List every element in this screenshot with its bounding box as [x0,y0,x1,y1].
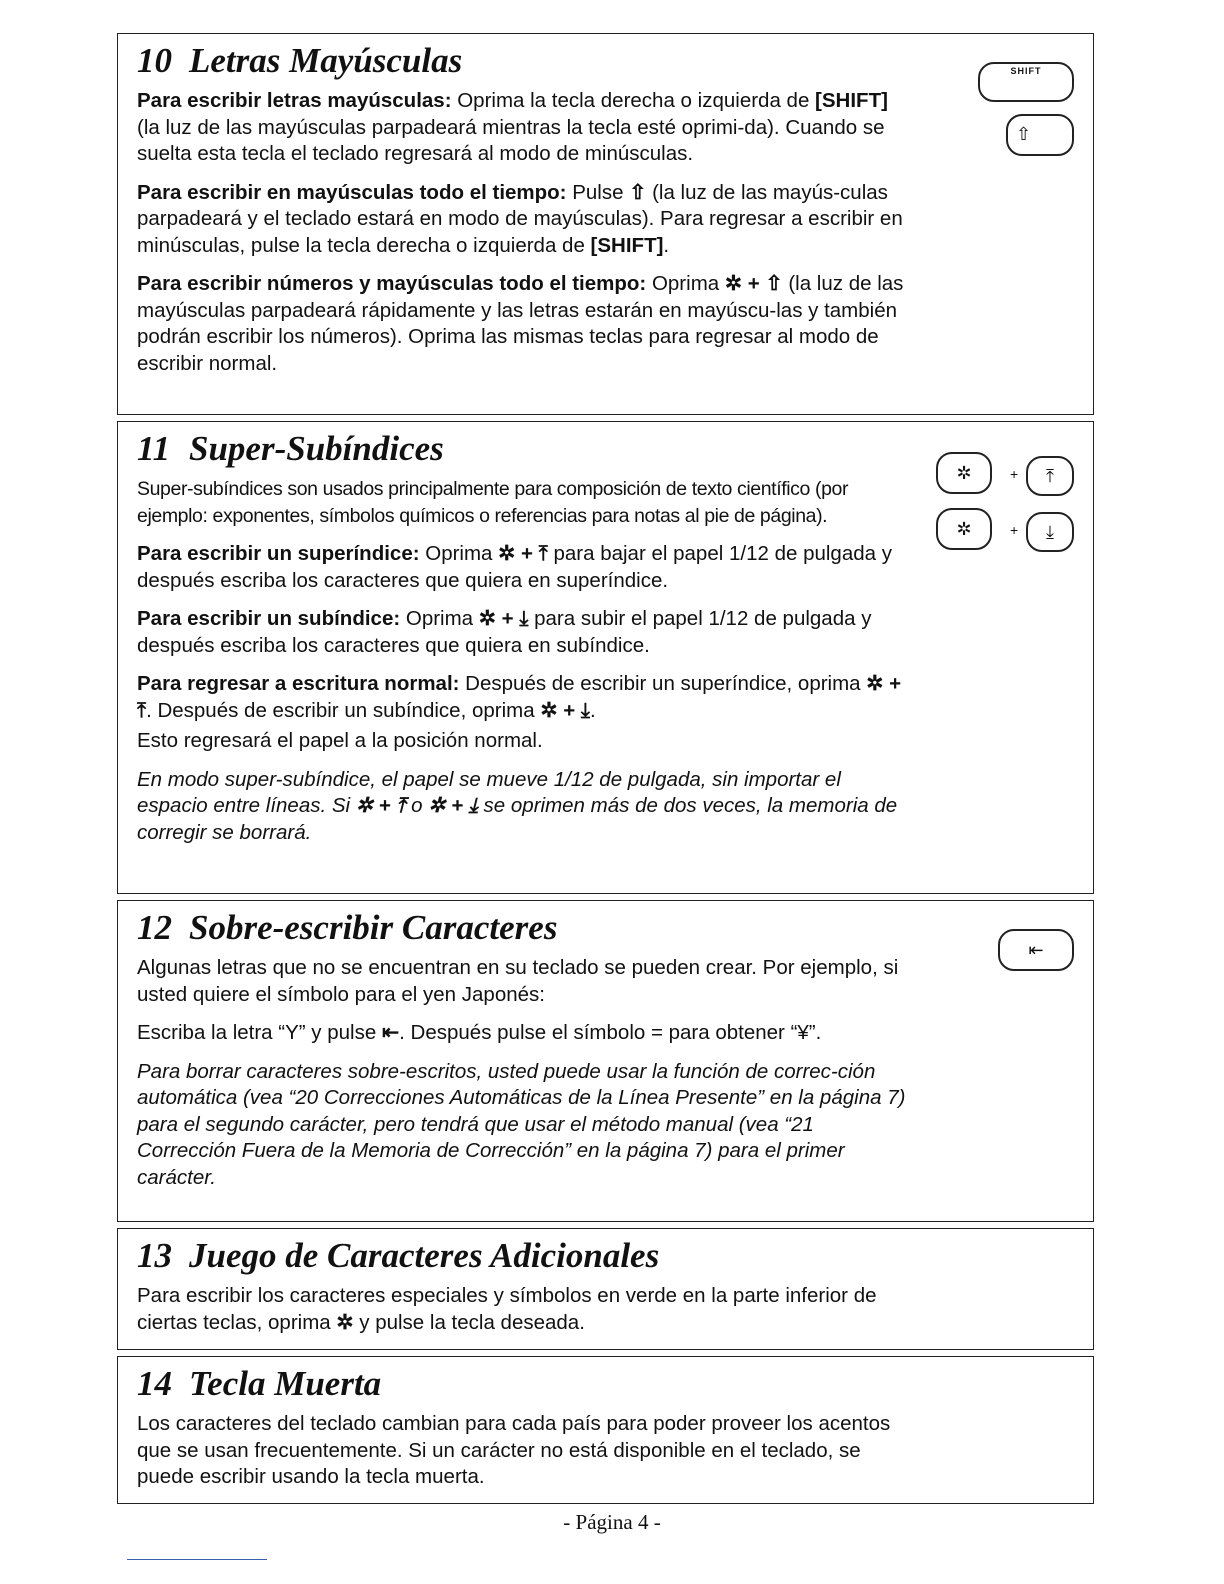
shift-key-label: SHIFT [1010,66,1042,76]
section-10-title: 10 Letras Mayúsculas [137,41,463,80]
section-11-note: En modo super-subíndice, el papel se mueve 1/12 de pulgada, sin importar el espacio entre líneas. Si ✲ + ⤒ o ✲ + ⤓ se oprimen más de dos veces, la memoria de corregir se borrará. [137,767,898,844]
backspace-icon: ⇤ [381,1021,400,1044]
section-12 [117,900,1094,1222]
page-number: - Página 4 - [563,1510,661,1534]
code-key-icon: ✲ [336,1310,354,1334]
section-10-para-3: Para escribir números y mayúsculas todo el tiempo: Oprima ✲ + ⇧ (la luz de las mayúsculas parpadeará rápidamente y las letras estarán en mayúscu-las y también podrán escribir los números). Oprima las mismas teclas para regresar al modo de escribir normal. [137,272,904,375]
section-11-para-4: Para regresar a escritura normal: Después de escribir un superíndice, oprima ✲ + ⤒. Después de escribir un subíndice, oprima ✲ + ⤓. [137,671,907,724]
section-11-para-3: Para escribir un subíndice: Oprima ✲ + ⤓ para subir el papel 1/12 de pulgada y después escriba los caracteres que quiera en subíndice. [137,607,872,657]
subscript-icon: ⤓ [580,698,590,722]
section-10-key-illustrations [978,62,1078,192]
code-key-icon: ✲ [478,607,496,630]
section-11-title: 11 Super-Subíndices [137,429,444,468]
code-key-icon: ✲ [428,794,446,817]
section-14-title: 14 Tecla Muerta [137,1364,382,1403]
lock-icon: ⇧ [1016,124,1032,144]
lock-icon: ⇧ [765,272,783,295]
section-12-title: 12 Sobre-escribir Caracteres [137,908,558,947]
plus-sign: + [1010,466,1019,482]
section-10-para-1: Para escribir letras mayúsculas: Oprima la tecla derecha o izquierda de [SHIFT] (la luz de las mayúsculas parpadeará mientras la tecla esté oprimi-da). Cuando se suelta esta tecla el teclado regresará al modo de minúsculas. [137,89,888,165]
shift-lock-key-illustration [1006,114,1074,156]
section-11-para-1: Super-subíndices son usados principalmente para composición de texto científico (por ejemplo: exponentes, símbolos químicos o referencias para notas al pie de página). [137,478,849,527]
section-11-para-2: Para escribir un superíndice: Oprima ✲ + ⤒ para bajar el papel 1/12 de pulgada y después escriba los caracteres que quiera en superíndice. [137,542,892,592]
backspace-icon: ⇤ [1028,939,1044,960]
subscript-icon: ⤓ [1046,521,1054,542]
section-13-title: 13 Juego de Caracteres Adicionales [137,1236,660,1275]
section-14-content [137,1363,907,1503]
subscript-key-illustration [1026,512,1074,552]
section-10 [117,33,1094,415]
section-12-para-1: Algunas letras que no se encuentran en su teclado se pueden crear. Por ejemplo, si usted quiere el símbolo para el yen Japonés: [137,956,899,1006]
section-14-para-1: Los caracteres del teclado cambian para cada país para poder proveer los acentos que se usan frecuentemente. Si un carácter no está disponible en el teclado, se puede escribir usando la tecla muerta. [137,1412,891,1488]
code-key-icon: ✲ [540,698,558,722]
superscript-icon: ⤒ [137,698,147,722]
subscript-icon: ⤓ [519,607,529,630]
section-10-content [137,40,907,389]
section-13-content [137,1235,907,1348]
bottom-rule [127,1559,267,1560]
section-14 [117,1356,1094,1504]
section-11 [117,421,1094,894]
section-13-para-1: Para escribir los caracteres especiales y símbolos en verde en la parte inferior de ciertas teclas, oprima ✲ y pulse la tecla deseada. [137,1283,907,1336]
plus-sign: + [1010,522,1019,538]
section-11-key-illustrations [936,452,1076,562]
section-11-para-4b: Esto regresará el papel a la posición normal. [137,729,543,752]
superscript-icon: ⤒ [538,542,548,565]
code-key-icon: ✲ [724,272,743,295]
section-10-para-2: Para escribir en mayúsculas todo el tiempo: Pulse ⇧ (la luz de las mayús-culas parpadeará y el teclado estará en modo de mayúsculas). Para regresar a escribir en minúsculas, pulse la tecla derecha o izquierda de [SHIFT]. [137,180,903,257]
section-12-key-illustrations [998,929,1078,973]
code-key-illustration [936,452,992,494]
shift-key-illustration [978,62,1074,102]
section-12-content [137,907,907,1203]
code-key-icon: ✲ [355,794,373,817]
subscript-icon: ⤓ [468,794,478,817]
superscript-key-illustration [1026,456,1074,496]
section-12-para-2: Escriba la letra “Y” y pulse ⇤. Después pulse el símbolo = para obtener “¥”. [137,1020,907,1047]
superscript-icon: ⤒ [1046,465,1054,486]
lock-icon: ⇧ [629,180,647,204]
section-13 [117,1228,1094,1350]
code-key-icon: ✲ [956,518,972,539]
superscript-icon: ⤒ [396,794,406,817]
section-11-content [137,428,907,858]
code-key-icon: ✲ [498,542,516,565]
backspace-key-illustration [998,929,1074,971]
code-key-illustration [936,508,992,550]
section-12-note: Para borrar caracteres sobre-escritos, usted puede usar la función de correc-ción automática (vea “20 Correcciones Automáticas de la Línea Presente” en la página 7) para el segundo carácter, pero tendrá que usar el método manual (vea “21 Corrección Fuera de la Memoria de Corrección” en la página 7) para el primer carácter. [137,1059,906,1189]
code-key-icon: ✲ [866,672,884,695]
code-key-icon: ✲ [956,462,972,483]
